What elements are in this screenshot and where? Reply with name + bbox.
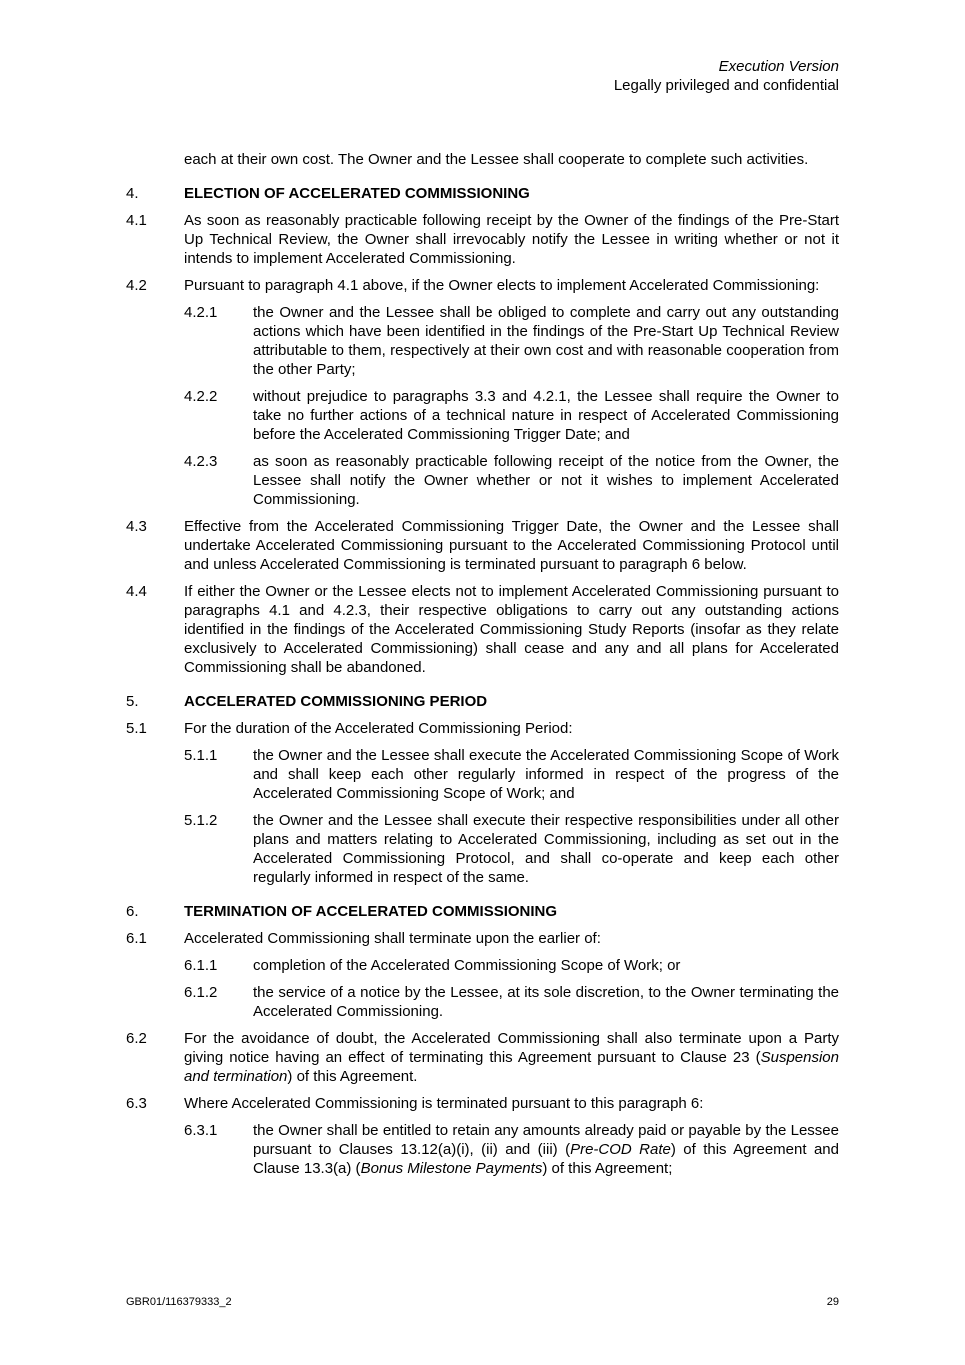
section-number: 6. xyxy=(126,903,139,920)
clause-text-part: ) of this Agreement and Clause 13.3(a) ( xyxy=(253,1141,839,1177)
section-title: ELECTION OF ACCELERATED COMMISSIONING xyxy=(184,185,530,202)
clause-4-2-1 xyxy=(184,303,839,379)
clause-4-3 xyxy=(126,517,839,574)
clause-text: the Owner and the Lessee shall execute their respective responsibilities under all other plans and matters relating to Accelerated Commissioning, including as set out in the Accelerated Commissioning Protocol, and shall co-operate and keep each other regularly informed in respect of the same. xyxy=(253,812,839,886)
clause-5-1-2 xyxy=(184,811,839,887)
clause-number: 6.3.1 xyxy=(184,1122,218,1139)
clause-6-1-2 xyxy=(184,983,839,1021)
clause-6-2 xyxy=(126,1029,839,1086)
clause-text-part: the Owner shall be entitled to retain any amounts already paid or payable by the Lessee pursuant to Clauses 13.12(a)(i), (ii) and (iii) ( xyxy=(253,1122,839,1158)
clause-text xyxy=(253,1121,839,1178)
clause-number: 6.2 xyxy=(126,1030,147,1047)
page-number: 29 xyxy=(826,1296,839,1308)
clause-6-1-1 xyxy=(184,956,839,975)
clause-number: 4.1 xyxy=(126,212,147,229)
page-footer xyxy=(126,1296,839,1308)
clause-text-part: For the avoidance of doubt, the Accelerated Commissioning shall also terminate upon a Party giving notice having an effect of terminating this Agreement pursuant to Clause 23 ( xyxy=(184,1030,839,1066)
section-heading-6 xyxy=(126,902,839,921)
clause-number: 5.1.2 xyxy=(184,812,218,829)
clause-text: Effective from the Accelerated Commissioning Trigger Date, the Owner and the Lessee shall undertake Accelerated Commissioning pursuant to the Accelerated Commissioning Protocol until and unless Accelerated Commissioning is terminated pursuant to paragraph 6 below. xyxy=(184,518,839,573)
clause-5-1-1 xyxy=(184,746,839,803)
execution-version-label: Execution Version xyxy=(718,58,839,75)
page-header xyxy=(614,57,839,95)
clause-text-italic: Pre-COD Rate xyxy=(570,1141,671,1158)
clause-text xyxy=(184,1029,839,1086)
section-number: 4. xyxy=(126,185,139,202)
clause-text-italic: Suspension and termination xyxy=(184,1049,839,1085)
clause-4-2 xyxy=(126,276,839,295)
clause-text-italic: Bonus Milestone Payments xyxy=(360,1160,543,1177)
clause-number: 6.1.2 xyxy=(184,984,218,1001)
clause-4-4 xyxy=(126,582,839,677)
continuation-paragraph: each at their own cost. The Owner and the Lessee shall cooperate to complete such activities. xyxy=(184,151,809,168)
clause-number: 6.3 xyxy=(126,1095,147,1112)
clause-text: As soon as reasonably practicable following receipt by the Owner of the findings of the Pre-Start Up Technical Review, the Owner shall irrevocably notify the Lessee in writing whether or not it intends to implement Accelerated Commissioning. xyxy=(184,212,839,267)
clause-text: the Owner and the Lessee shall execute the Accelerated Commissioning Scope of Work and shall keep each other regularly informed in respect of the progress of the Accelerated Commissioning Scope of Work; and xyxy=(253,747,839,802)
confidentiality-label: Legally privileged and confidential xyxy=(613,77,839,94)
clause-number: 4.4 xyxy=(126,583,147,600)
clause-6-3 xyxy=(126,1094,839,1113)
document-reference: GBR01/116379333_2 xyxy=(126,1296,232,1308)
clause-number: 4.3 xyxy=(126,518,147,535)
clause-number: 6.1 xyxy=(126,930,147,947)
clause-text: as soon as reasonably practicable following receipt of the notice from the Owner, the Lessee shall notify the Owner whether or not it wishes to implement Accelerated Commissioning. xyxy=(253,453,839,508)
clause-text: completion of the Accelerated Commissioning Scope of Work; or xyxy=(253,957,681,974)
section-title: TERMINATION OF ACCELERATED COMMISSIONING xyxy=(184,903,558,920)
document-body xyxy=(126,150,839,1186)
clause-number: 5.1 xyxy=(126,720,147,737)
clause-4-2-2 xyxy=(184,387,839,444)
clause-5-1 xyxy=(126,719,839,738)
section-title: ACCELERATED COMMISSIONING PERIOD xyxy=(184,693,488,710)
clause-text: the Owner and the Lessee shall be obliged to complete and carry out any outstanding actions which have been identified in the findings of the Pre-Start Up Technical Review attributable to them, respectively at their own cost and with reasonable cooperation from the other Party; xyxy=(253,304,839,378)
clause-text-part: ) of this Agreement. xyxy=(287,1068,418,1085)
clause-text: Pursuant to paragraph 4.1 above, if the Owner elects to implement Accelerated Commissioning: xyxy=(184,277,820,294)
clause-number: 4.2.2 xyxy=(184,388,218,405)
clause-number: 6.1.1 xyxy=(184,957,218,974)
section-heading-4 xyxy=(126,184,839,203)
clause-text: the service of a notice by the Lessee, at its sole discretion, to the Owner terminating the Accelerated Commissioning. xyxy=(253,984,839,1020)
clause-number: 4.2.1 xyxy=(184,304,218,321)
clause-4-1 xyxy=(126,211,839,268)
clause-text: Where Accelerated Commissioning is terminated pursuant to this paragraph 6: xyxy=(184,1095,704,1112)
clause-4-2-3 xyxy=(184,452,839,509)
clause-text: without prejudice to paragraphs 3.3 and 4.2.1, the Lessee shall require the Owner to take no further actions of a technical nature in respect of Accelerated Commissioning before the Accelerated Commissioning Trigger Date; and xyxy=(253,388,839,443)
clause-text: For the duration of the Accelerated Commissioning Period: xyxy=(184,720,573,737)
clause-number: 4.2.3 xyxy=(184,453,218,470)
clause-6-1 xyxy=(126,929,839,948)
section-heading-5 xyxy=(126,692,839,711)
clause-6-3-1 xyxy=(184,1121,839,1178)
clause-number: 5.1.1 xyxy=(184,747,218,764)
clause-text: If either the Owner or the Lessee elects not to implement Accelerated Commissioning pursuant to paragraphs 4.1 and 4.2.3, their respective obligations to carry out any outstanding actions identified in the findings of the Accelerated Commissioning Study Reports (insofar as they relate exclusively to Accelerated Commissioning) shall cease and any and all plans for Accelerated Commissioning shall be abandoned. xyxy=(184,583,839,676)
clause-number: 4.2 xyxy=(126,277,147,294)
clause-text: Accelerated Commissioning shall terminate upon the earlier of: xyxy=(184,930,601,947)
clause-text-part: ) of this Agreement; xyxy=(542,1160,673,1177)
section-number: 5. xyxy=(126,693,139,710)
